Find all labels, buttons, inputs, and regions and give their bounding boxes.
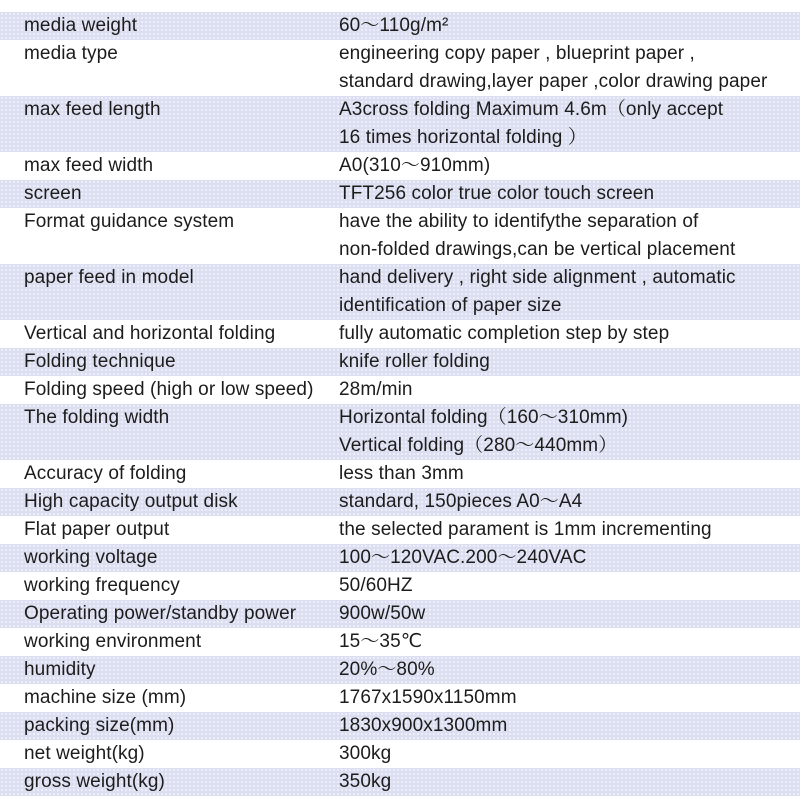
spec-value — [339, 628, 794, 656]
spec-value — [339, 656, 794, 684]
spec-value-line: the selected parament is 1mm incrementing — [339, 519, 712, 540]
spec-value-line: identification of paper size — [339, 295, 562, 316]
spec-label: High capacity output disk — [24, 491, 238, 512]
spec-value-line: less than 3mm — [339, 463, 464, 484]
spec-row — [0, 264, 800, 320]
spec-value — [339, 600, 794, 628]
spec-row — [0, 712, 800, 740]
spec-row — [0, 572, 800, 600]
spec-row — [0, 12, 800, 40]
spec-value-line: fully automatic completion step by step — [339, 323, 670, 344]
spec-label: working frequency — [24, 575, 180, 596]
spec-value-line: 1767x1590x1150mm — [339, 687, 517, 708]
spec-label: media type — [24, 43, 118, 64]
spec-row — [0, 404, 800, 460]
spec-label: Format guidance system — [24, 211, 235, 232]
spec-value — [339, 404, 794, 460]
spec-value — [339, 96, 794, 152]
spec-label: Vertical and horizontal folding — [24, 323, 276, 344]
spec-label: max feed length — [24, 99, 161, 120]
spec-row — [0, 40, 800, 96]
spec-label: net weight(kg) — [24, 743, 145, 764]
spec-value-line: 900w/50w — [339, 603, 426, 624]
spec-value — [339, 460, 794, 488]
spec-value-line: engineering copy paper , blueprint paper , — [339, 43, 695, 64]
spec-value — [339, 264, 794, 320]
spec-label: machine size (mm) — [24, 687, 187, 708]
spec-label: working environment — [24, 631, 202, 652]
spec-value-line: knife roller folding — [339, 351, 490, 372]
spec-value — [339, 208, 794, 264]
spec-value — [339, 516, 794, 544]
spec-value-line: non-folded drawings,can be vertical placement — [339, 239, 736, 260]
spec-label: paper feed in model — [24, 267, 194, 288]
spec-row — [0, 152, 800, 180]
spec-value — [339, 12, 794, 40]
spec-label: The folding width — [24, 407, 170, 428]
spec-value — [339, 488, 794, 516]
spec-row — [0, 208, 800, 264]
spec-value-line: 1830x900x1300mm — [339, 715, 508, 736]
spec-value-line: hand delivery , right side alignment , automatic — [339, 267, 736, 288]
spec-value — [339, 320, 794, 348]
spec-value-line: A0(310～910mm) — [339, 155, 491, 176]
spec-row — [0, 460, 800, 488]
spec-value-line: standard drawing,layer paper ,color drawing paper — [339, 71, 768, 92]
spec-value — [339, 740, 794, 768]
spec-label: humidity — [24, 659, 96, 680]
spec-value-line: A3cross folding Maximum 4.6m（only accept — [339, 99, 724, 120]
spec-label: packing size(mm) — [24, 715, 175, 736]
spec-label: Operating power/standby power — [24, 603, 297, 624]
spec-row — [0, 376, 800, 404]
spec-value-line: 300kg — [339, 743, 392, 764]
spec-row — [0, 544, 800, 572]
spec-value-line: standard, 150pieces A0～A4 — [339, 491, 583, 512]
spec-value — [339, 544, 794, 572]
spec-row — [0, 320, 800, 348]
spec-value-line: 16 times horizontal folding ） — [339, 127, 587, 148]
spec-value — [339, 768, 794, 796]
spec-label: working voltage — [24, 547, 158, 568]
spec-value-line: TFT256 color true color touch screen — [339, 183, 655, 204]
spec-value-line: Horizontal folding（160～310mm) — [339, 407, 629, 428]
spec-value-line: 28m/min — [339, 379, 413, 400]
spec-value-line: 350kg — [339, 771, 392, 792]
spec-label: screen — [24, 183, 82, 204]
spec-value — [339, 348, 794, 376]
spec-value — [339, 572, 794, 600]
spec-value-line: 15～35℃ — [339, 631, 423, 652]
spec-label: Folding speed (high or low speed) — [24, 379, 314, 400]
spec-label: Accuracy of folding — [24, 463, 187, 484]
spec-row — [0, 488, 800, 516]
spec-value — [339, 40, 794, 96]
spec-value — [339, 152, 794, 180]
spec-value-line: 50/60HZ — [339, 575, 413, 596]
spec-row — [0, 684, 800, 712]
spec-row — [0, 600, 800, 628]
spec-value-line: 100～120VAC.200～240VAC — [339, 547, 587, 568]
spec-label: Folding technique — [24, 351, 176, 372]
spec-label: gross weight(kg) — [24, 771, 165, 792]
spec-value — [339, 180, 794, 208]
spec-row — [0, 628, 800, 656]
spec-row — [0, 656, 800, 684]
spec-value-line: 60～110g/m² — [339, 15, 449, 36]
spec-label: media weight — [24, 15, 138, 36]
spec-row — [0, 96, 800, 152]
spec-row — [0, 740, 800, 768]
spec-value — [339, 376, 794, 404]
spec-row — [0, 180, 800, 208]
spec-row — [0, 516, 800, 544]
spec-label: Flat paper output — [24, 519, 170, 540]
spec-value-line: have the ability to identifythe separation of — [339, 211, 699, 232]
spec-row — [0, 348, 800, 376]
spec-value — [339, 712, 794, 740]
spec-value — [339, 684, 794, 712]
spec-value-line: 20%～80% — [339, 659, 435, 680]
spec-row — [0, 768, 800, 796]
spec-value-line: Vertical folding（280～440mm） — [339, 435, 618, 456]
spec-label: max feed width — [24, 155, 154, 176]
